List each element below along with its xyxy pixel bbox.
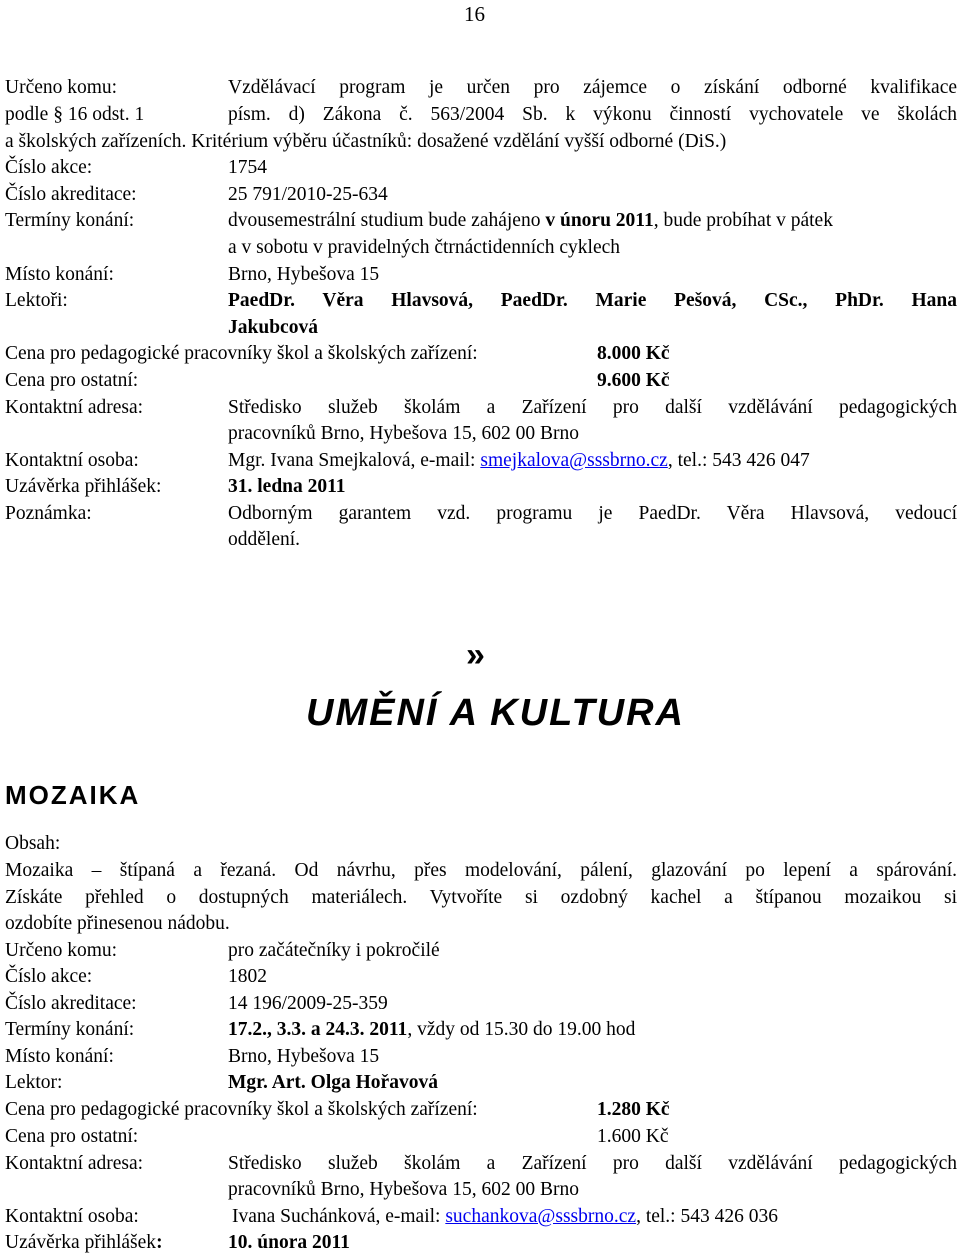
lecturer-label: Lektor: (5, 1072, 63, 1093)
content-line-1: Mozaika – štípaná a řezaná. Od návrhu, přes modelování, pálení, glazování po lepení a spárování. (5, 860, 957, 881)
contact-person (228, 450, 810, 472)
venue-label: Místo konání: (5, 264, 114, 285)
contact-address-label: Kontaktní adresa: (5, 397, 144, 418)
dates-label: Termíny konání: (5, 210, 135, 231)
price-others: 9.600 Kč (597, 370, 670, 391)
dates-value (228, 210, 833, 232)
price-teachers: 8.000 Kč (597, 343, 670, 364)
price-teachers-label: Cena pro pedagogické pracovníky škol a školských zařízení: (5, 343, 478, 364)
contact-address-line-1: Středisko služeb školám a Zařízení pro další vzdělávání pedagogických (228, 1153, 957, 1174)
dates-bold: v únoru 2011 (545, 210, 654, 231)
contact-address-line-1: Středisko služeb školám a Zařízení pro další vzdělávání pedagogických (228, 397, 957, 418)
note-line-2: oddělení. (228, 529, 301, 550)
dates-value (228, 1019, 635, 1041)
email-link[interactable]: smejkalova@sssbrno.cz (480, 450, 668, 471)
dates-label: Termíny konání: (5, 1019, 135, 1040)
contact-person (232, 1206, 778, 1228)
target-line-1: Vzdělávací program je určen pro zájemce o získání odborné kvalifikace (228, 77, 957, 98)
contact-address-line-2: pracovníků Brno, Hybešova 15, 602 00 Brno (228, 423, 579, 444)
email-link[interactable]: suchankova@sssbrno.cz (445, 1206, 637, 1227)
dates-text-post: , bude probíhat v pátek (653, 210, 833, 231)
contact-person-name: Mgr. Ivana Smejkalová, e-mail: (228, 450, 481, 471)
event-number: 1754 (228, 157, 267, 178)
deadline-label-colon: : (156, 1232, 163, 1253)
contact-address-line-2: pracovníků Brno, Hybešova 15, 602 00 Brno (228, 1179, 579, 1200)
venue: Brno, Hybešova 15 (228, 264, 380, 285)
target-line-2-prefix: podle § 16 odst. 1 (5, 104, 145, 125)
note-label: Poznámka: (5, 503, 92, 524)
category-title: UMĚNÍ A KULTURA (306, 692, 685, 734)
price-others-label: Cena pro ostatní: (5, 370, 139, 391)
course-title: MOZAIKA (5, 780, 141, 810)
venue-label: Místo konání: (5, 1046, 114, 1067)
content-line-3: ozdobíte přinesenou nádobu. (5, 913, 230, 934)
price-others: 1.600 Kč (597, 1126, 669, 1147)
price-others-label: Cena pro ostatní: (5, 1126, 139, 1147)
accreditation-number: 14 196/2009-25-359 (228, 993, 388, 1014)
contact-address-label: Kontaktní adresa: (5, 1153, 144, 1174)
event-number-label: Číslo akce: (5, 157, 93, 178)
content-label: Obsah: (5, 833, 61, 854)
price-teachers-label: Cena pro pedagogické pracovníky škol a školských zařízení: (5, 1099, 478, 1120)
target: pro začátečníky i pokročilé (228, 940, 440, 961)
contact-person-label: Kontaktní osoba: (5, 1206, 139, 1227)
target-line-3: a školských zařízeních. Kritérium výběru účastníků: dosažené vzdělání vyšší odborné (DiS.) (5, 131, 727, 152)
target-label: Určeno komu: (5, 77, 118, 98)
content-line-2: Získáte přehled o dostupných materiálech. Vytvoříte si ozdobný kachel a štípanou mozaikou si (5, 887, 957, 908)
lecturers-line-1: PaedDr. Věra Hlavsová, PaedDr. Marie Pešová, CSc., PhDr. Hana (228, 290, 957, 311)
deadline: 31. ledna 2011 (228, 476, 346, 497)
venue: Brno, Hybešova 15 (228, 1046, 380, 1067)
deadline-label: Uzávěrka přihlášek: (5, 476, 162, 497)
dates-text: dvousemestrální studium bude zahájeno (228, 210, 546, 231)
price-teachers: 1.280 Kč (597, 1099, 670, 1120)
contact-person-name: Ivana Suchánková, e-mail: (232, 1206, 446, 1227)
target-label: Určeno komu: (5, 940, 118, 961)
dates-bold: 17.2., 3.3. a 24.3. 2011 (228, 1019, 408, 1040)
accreditation-number: 25 791/2010-25-634 (228, 184, 388, 205)
event-number: 1802 (228, 966, 267, 987)
page-number: 16 (464, 2, 485, 26)
accreditation-label: Číslo akreditace: (5, 993, 137, 1014)
event-number-label: Číslo akce: (5, 966, 93, 987)
lecturers-line-2: Jakubcová (228, 317, 318, 338)
deadline-label-text: Uzávěrka přihlášek (5, 1232, 157, 1253)
contact-phone: , tel.: 543 426 036 (636, 1206, 778, 1227)
note-line-1: Odborným garantem vzd. programu je PaedDr. Věra Hlavsová, vedoucí (228, 503, 957, 524)
category-arrow-icon: » (466, 636, 485, 674)
lecturers-label: Lektoři: (5, 290, 68, 311)
contact-phone: , tel.: 543 426 047 (667, 450, 810, 471)
accreditation-label: Číslo akreditace: (5, 184, 137, 205)
contact-person-label: Kontaktní osoba: (5, 450, 139, 471)
lecturer: Mgr. Art. Olga Hořavová (228, 1072, 438, 1093)
deadline-label (5, 1232, 163, 1254)
deadline: 10. února 2011 (228, 1232, 350, 1253)
target-line-2: písm. d) Zákona č. 563/2004 Sb. k výkonu činností vychovatele ve školách (228, 104, 957, 125)
dates-text-post: , vždy od 15.30 do 19.00 hod (407, 1019, 636, 1040)
dates-value-line-2: a v sobotu v pravidelných čtrnáctidenních cyklech (228, 237, 621, 258)
